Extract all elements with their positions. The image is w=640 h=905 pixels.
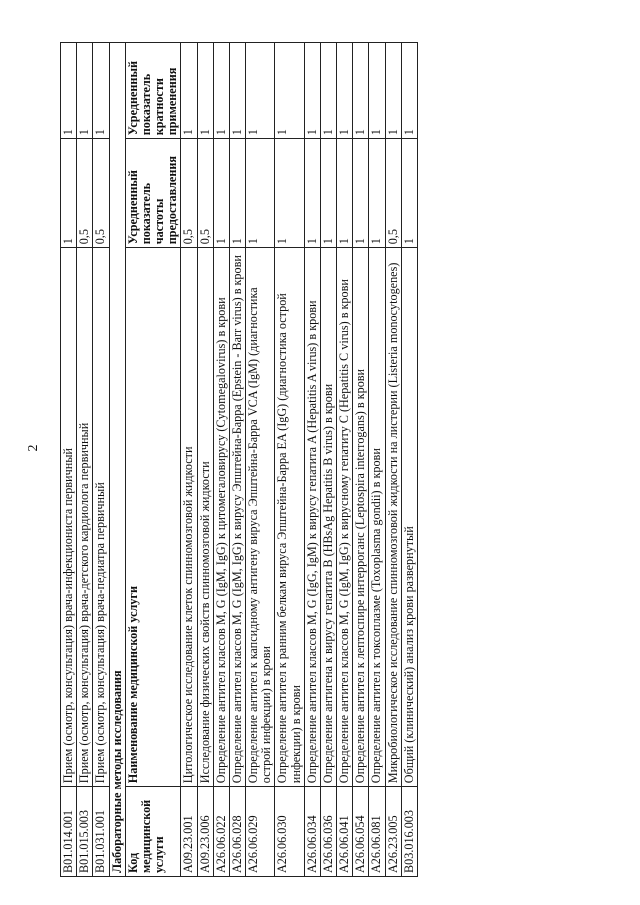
multiplicity-value: 1: [337, 43, 353, 139]
service-code: A26.06.029: [246, 787, 275, 877]
service-name: Исследование физических свойств спинномозговой жидкости: [197, 248, 213, 787]
section-row: [109, 43, 125, 877]
multiplicity-value: 1: [93, 43, 109, 139]
table-row: [385, 43, 401, 877]
service-code: A26.06.081: [369, 787, 385, 877]
table-row: [229, 43, 245, 877]
service-name: Микробиологическое исследование спинномозговой жидкости на листерии (Listeria monocytogenes): [385, 248, 401, 787]
table-row: [77, 43, 93, 877]
header-name: Наименование медицинской услуги: [125, 248, 181, 787]
multiplicity-value: 1: [77, 43, 93, 139]
section-title: Лабораторные методы исследования: [109, 43, 125, 877]
header-code: Код медицинской услуги: [125, 787, 181, 877]
frequency-value: 1: [61, 139, 77, 248]
multiplicity-value: 1: [275, 43, 304, 139]
multiplicity-value: 1: [320, 43, 336, 139]
table-row: [337, 43, 353, 877]
service-code: B01.014.001: [61, 787, 77, 877]
service-code: A26.23.005: [385, 787, 401, 877]
service-name: Определение антител классов M, G (IgM, IgG) к цитомегаловирусу (Cytomegalovirus) в крови: [213, 248, 229, 787]
service-name: Определение антител к ранним белкам вируса Эпштейна-Барра EA (IgG) (диагностика острой инфекции) в крови: [275, 248, 304, 787]
page-number: 2: [26, 444, 41, 452]
services-table: [60, 42, 418, 877]
service-name: Определение антител классов M, G (IgG, IgM) к вирусу гепатита A (Hepatitis A virus) в крови: [304, 248, 320, 787]
frequency-value: 1: [320, 139, 336, 248]
table-row: [401, 43, 417, 877]
frequency-value: 0,5: [93, 139, 109, 248]
service-name: Определение антител к капсидному антигену вируса Эпштейна-Барра VCA (IgM) (диагностика острой инфекции) в крови: [246, 248, 275, 787]
multiplicity-value: 1: [304, 43, 320, 139]
service-name: Прием (осмотр, консультация) врача-детского кардиолога первичный: [77, 248, 93, 787]
service-code: A26.06.054: [353, 787, 369, 877]
service-name: Определение антител классов M, G (IgM, IgG) к вирусному гепатиту C (Hepatitis C virus) в крови: [337, 248, 353, 787]
table-row: [275, 43, 304, 877]
service-name: Определение антигена к вирусу гепатита B (HBsAg Hepatitis B virus) в крови: [320, 248, 336, 787]
service-code: A26.06.041: [337, 787, 353, 877]
service-name: Определение антител к токсоплазме (Toxoplasma gondii) в крови: [369, 248, 385, 787]
frequency-value: 1: [401, 139, 417, 248]
table-row: [353, 43, 369, 877]
multiplicity-value: 1: [369, 43, 385, 139]
table-header-row: [125, 43, 181, 877]
frequency-value: 1: [275, 139, 304, 248]
frequency-value: 0,5: [197, 139, 213, 248]
multiplicity-value: 1: [246, 43, 275, 139]
frequency-value: 1: [304, 139, 320, 248]
service-name: Прием (осмотр, консультация) врача-инфекциониста первичный: [61, 248, 77, 787]
table-row: [369, 43, 385, 877]
service-name: Общий (клинический) анализ крови развернутый: [401, 248, 417, 787]
multiplicity-value: 1: [197, 43, 213, 139]
multiplicity-value: 1: [353, 43, 369, 139]
frequency-value: 1: [213, 139, 229, 248]
table-row: [197, 43, 213, 877]
multiplicity-value: 1: [401, 43, 417, 139]
service-code: A26.06.028: [229, 787, 245, 877]
frequency-value: 0,5: [181, 139, 197, 248]
frequency-value: 0,5: [77, 139, 93, 248]
table-row: [320, 43, 336, 877]
frequency-value: 1: [369, 139, 385, 248]
service-code: A09.23.006: [197, 787, 213, 877]
service-code: B01.015.003: [77, 787, 93, 877]
frequency-value: 1: [337, 139, 353, 248]
table-row: [304, 43, 320, 877]
table-row: [61, 43, 77, 877]
frequency-value: 1: [229, 139, 245, 248]
multiplicity-value: 1: [61, 43, 77, 139]
rotated-page-content: [60, 42, 576, 877]
service-code: A26.06.034: [304, 787, 320, 877]
service-code: A09.23.001: [181, 787, 197, 877]
service-code: A26.06.030: [275, 787, 304, 877]
table-row: [213, 43, 229, 877]
service-name: Определение антител классов M, G (IgM, IgG) к вирусу Эпштейна-Барра (Epstein - Barr virus) в крови: [229, 248, 245, 787]
frequency-value: 1: [353, 139, 369, 248]
service-name: Определение антител к лептоспире интерроганс (Leptospira interrogans) в крови: [353, 248, 369, 787]
service-code: B03.016.003: [401, 787, 417, 877]
header-multiplicity: Усредненный показатель кратности применения: [125, 43, 181, 139]
header-frequency: Усредненный показатель частоты предоставления: [125, 139, 181, 248]
table-row: [246, 43, 275, 877]
multiplicity-value: 1: [181, 43, 197, 139]
table-row: [181, 43, 197, 877]
service-code: A26.06.036: [320, 787, 336, 877]
table-row: [93, 43, 109, 877]
service-name: Цитологическое исследование клеток спинномозговой жидкости: [181, 248, 197, 787]
multiplicity-value: 1: [385, 43, 401, 139]
service-code: A26.06.022: [213, 787, 229, 877]
multiplicity-value: 1: [213, 43, 229, 139]
frequency-value: 1: [246, 139, 275, 248]
frequency-value: 0,5: [385, 139, 401, 248]
service-name: Прием (осмотр, консультация) врача-педиатра первичный: [93, 248, 109, 787]
service-code: B01.031.001: [93, 787, 109, 877]
multiplicity-value: 1: [229, 43, 245, 139]
